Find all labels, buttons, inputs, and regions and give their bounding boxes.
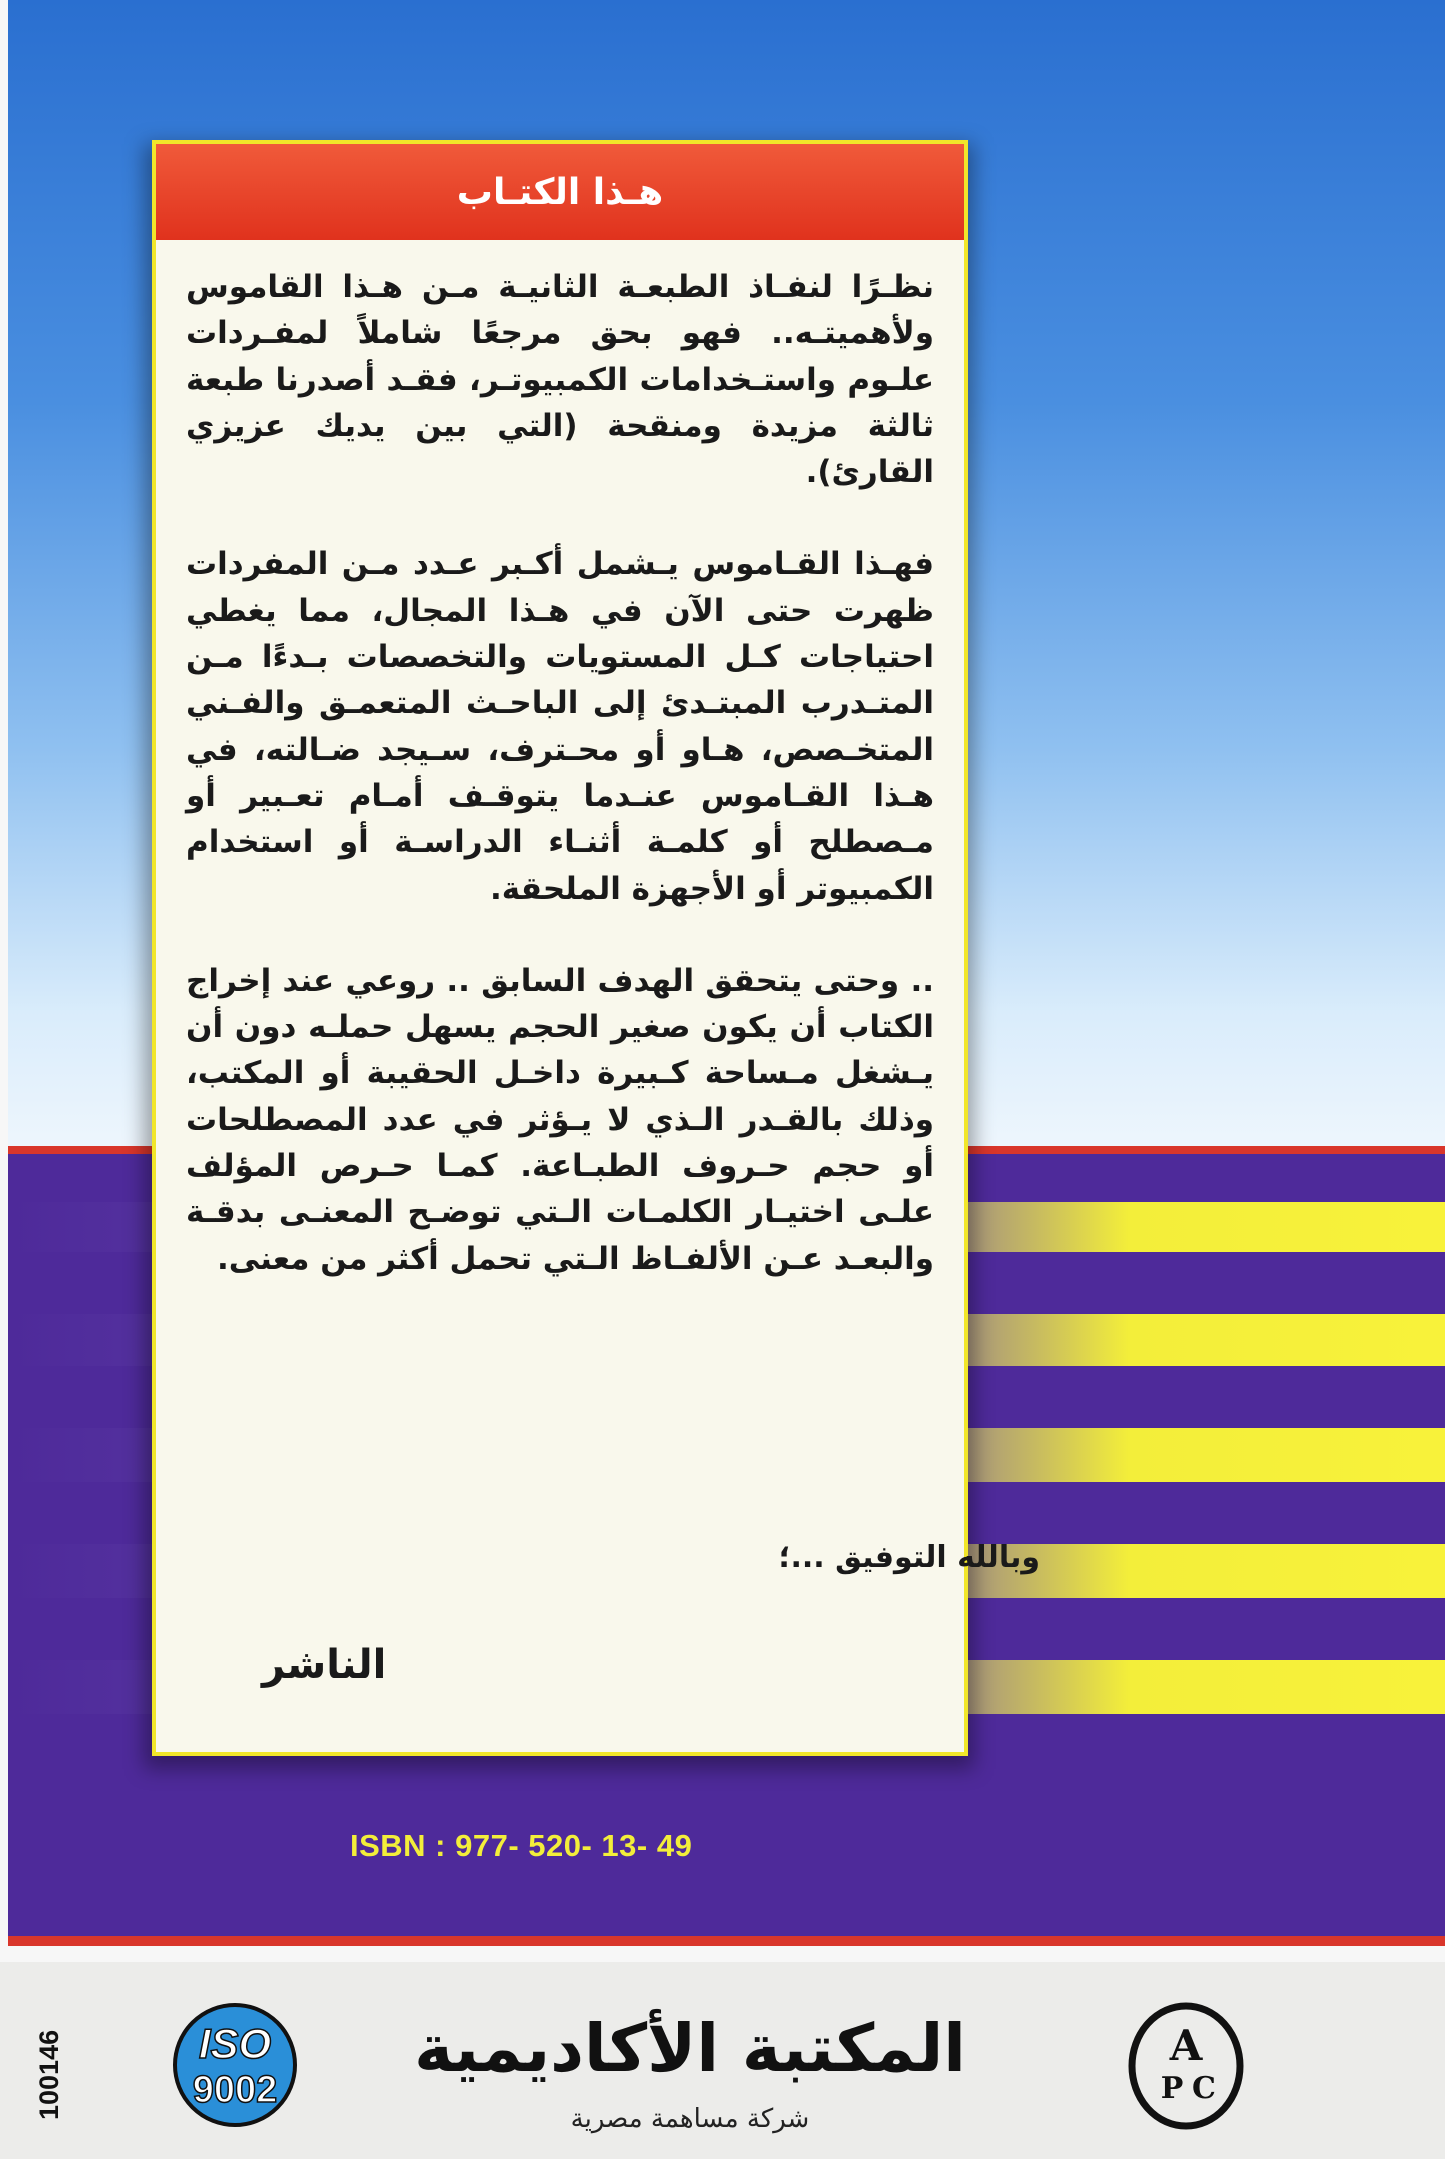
panel-title: هـذا الكتـاب — [156, 144, 964, 240]
isbn-number: ISBN : 977- 520- 13- 49 — [350, 1828, 693, 1863]
publisher-signature: الناشر — [262, 1642, 387, 1688]
svg-text:A: A — [1169, 2021, 1203, 2070]
description-paragraph: .. وحتى يتحقق الهدف السابق .. روعي عند إخراج الكتاب أن يكون صغير الحجم يسهل حملـه دون أن يـشغل مـساحة كـبيرة داخـل الحقيبة أو المكتب، وذلك بالقـدر الـذي لا يـؤثر في عدد المصطلحات أو حجم حـروف الطبـاعة. كمـا حـرص المؤلف علـى اختيـار الكلمـات الـتي توضـح المعنـى بدقـة والبعـد عـن الألفـاظ الـتي تحمل أكثر من معنى. — [186, 962, 934, 1277]
svg-text:P: P — [1160, 2071, 1184, 2106]
iso-9002-badge-icon — [170, 2000, 300, 2130]
svg-text:C: C — [1192, 2071, 1216, 2106]
description-paragraph: فهـذا القـاموس يـشمل أكـبر عـدد مـن المفردات ظهرت حتى الآن في هـذا المجال، مما يغطي احتياجات كـل المستويات والتخصصات بـدءًا مـن المتـدرب المبتـدئ إلى الباحـث المتعمـق والفـني المتخـصص، هـاو أو محـترف، سـيجد ضـالته، في هـذا القـاموس عنـدما يتوقـف أمـام تعـبير أو مـصطلح أو كلمـة أثنـاء الدراسـة أو استخدام الكمبيوتر أو الأجهزة الملحقة. — [186, 546, 934, 907]
iso-label: ISO — [198, 2020, 272, 2067]
publisher-name: المكتبة الأكاديمية — [414, 2010, 966, 2087]
description-paragraph: نظـرًا لنفـاذ الطبعـة الثانيـة مـن هـذا القاموس ولأهميتـه.. فهو بحق مرجعًا شاملاً لمفـردات علـوم واستـخدامات الكمبيوتـر، فقـد أصدرنا طبعة ثالثة مزيدة ومنقحة (التي بين يديك عزيزي القارئ). — [186, 269, 934, 491]
publisher-subtitle: شركة مساهمة مصرية — [570, 2104, 810, 2134]
iso-number: 9002 — [192, 2069, 278, 2111]
panel-text — [186, 264, 934, 1328]
serial-number: 100146 — [34, 2029, 64, 2120]
publisher-logo-icon — [1126, 2002, 1246, 2130]
red-accent-line — [8, 1936, 1445, 1946]
about-book-panel — [152, 140, 968, 1756]
closing-line: وبالله التوفيق ...؛ — [778, 1540, 1040, 1575]
